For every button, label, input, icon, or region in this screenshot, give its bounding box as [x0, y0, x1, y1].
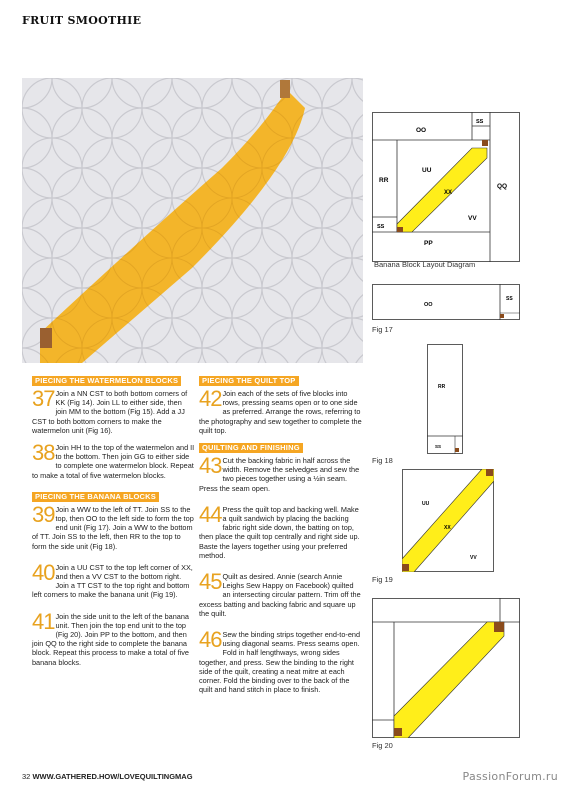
- fig18-label-ss: SS: [435, 444, 442, 449]
- fig17-diagram: [372, 284, 520, 320]
- step-number: 45: [199, 569, 222, 595]
- step-46: [199, 627, 362, 695]
- step-text: Join each of the sets of five blocks into rows, pressing seams open or to one side as preferred. Arrange the rows, referring to the photography and sew together to complete the quilt top.: [199, 389, 362, 435]
- watermark: PassionForum.ru: [462, 770, 558, 783]
- section-heading-watermelon: PIECING THE WATERMELON BLOCKS: [32, 376, 181, 386]
- layout-label-ss-top: SS: [476, 119, 484, 125]
- layout-label-pp: PP: [424, 240, 433, 247]
- step-number: 42: [199, 386, 222, 411]
- step-number: 39: [32, 501, 55, 527]
- page-header-title: FRUIT SMOOTHIE: [22, 14, 142, 27]
- left-text-column: [32, 376, 195, 675]
- section-heading-banana: PIECING THE BANANA BLOCKS: [32, 492, 159, 502]
- layout-label-uu: UU: [422, 167, 432, 174]
- banana-layout-diagram: [372, 112, 520, 262]
- layout-label-xx: XX: [444, 190, 453, 196]
- fig18-diagram: [427, 344, 463, 454]
- fig19-label-vv: VV: [470, 555, 477, 561]
- step-number: 44: [199, 501, 222, 527]
- footer-url: WWW.GATHERED.HOW/LOVEQUILTINGMAG: [32, 772, 193, 781]
- step-text: Join a NN CST to both bottom corners of KK (Fig 14). Join LL to either side, then join MM to the bottom (Fig 15). Add a JJ CST to both bottom corners to make the watermelon unit (Fig 16).: [32, 389, 188, 435]
- fig18-caption: Fig 18: [372, 456, 393, 465]
- step-38: [32, 440, 195, 480]
- layout-label-qq: QQ: [497, 183, 508, 190]
- step-text: Sew the binding strips together end-to-end using diagonal seams. Press seams open. Fold in half lengthways, wrong sides together, and press. Sew the binding to the right side of the quilt, creating a neat mitre at each corner. Fold the binding over to the back of the quilt and hand stitch in place to finish.: [199, 630, 360, 695]
- step-40: [32, 559, 195, 600]
- step-number: 40: [32, 559, 55, 585]
- step-number: 38: [32, 440, 55, 466]
- fig19-label-uu: UU: [422, 501, 430, 507]
- step-text: Join a WW to the left of TT. Join SS to the top, then OO to the left side to form the top end unit (Fig 17). Join a WW to the bottom of TT. Join SS to the left, then RR to the top to form the side unit (Fig 18).: [32, 504, 194, 551]
- step-number: 37: [32, 386, 55, 411]
- section-heading-quilting: QUILTING AND FINISHING: [199, 443, 303, 453]
- fig19-caption: Fig 19: [372, 575, 393, 584]
- step-number: 46: [199, 627, 222, 653]
- layout-label-ss-side: SS: [377, 224, 385, 230]
- step-number: 43: [199, 453, 222, 479]
- fig20-caption: Fig 20: [372, 741, 393, 750]
- fig19-label-xx: XX: [444, 525, 451, 531]
- fig18-label-rr: RR: [438, 384, 446, 390]
- fig17-label-ss: SS: [506, 296, 513, 302]
- page-number: 32: [22, 772, 31, 781]
- layout-caption: Banana Block Layout Diagram: [374, 260, 476, 269]
- fig17-caption: Fig 17: [372, 325, 393, 334]
- step-text: Join a UU CST to the top left corner of XX, and then a VV CST to the bottom right. Join a TT CST to the top right and bottom left corners to make the banana unit (Fig 19).: [32, 562, 193, 600]
- step-42: [199, 386, 362, 435]
- step-37: [32, 386, 195, 435]
- step-text: Cut the backing fabric in half across the width. Remove the selvedges and sew the two pieces together using a ½in seam. Press the seam open.: [199, 456, 360, 493]
- fig19-diagram: [402, 469, 494, 572]
- step-text: Join HH to the top of the watermelon and II to the bottom. Then join GG to either side to complete one watermelon block. Repeat to make a total of five watermelon blocks.: [32, 443, 195, 480]
- step-43: [199, 453, 362, 493]
- right-text-column: [199, 376, 362, 702]
- quilt-photo-image: [22, 78, 363, 363]
- fig17-label-oo: OO: [424, 302, 433, 308]
- step-text: Press the quilt top and backing well. Make a quilt sandwich by placing the backing fabric right side down, the batting on top, then place the quilt top centrally and right side up. Baste the layers together using your preferred method.: [199, 504, 360, 560]
- section-heading-quilt-top: PIECING THE QUILT TOP: [199, 376, 299, 386]
- layout-label-rr: RR: [379, 177, 389, 184]
- quilt-photo: [22, 78, 363, 363]
- fig20-diagram: [372, 598, 520, 738]
- step-44: [199, 501, 362, 560]
- layout-label-oo: OO: [416, 127, 427, 134]
- step-39: [32, 501, 195, 551]
- layout-label-vv: VV: [468, 215, 477, 222]
- step-45: [199, 569, 362, 618]
- step-text: Quilt as desired. Annie (search Annie Leighs Sew Happy on Facebook) quilted an intersecting circular pattern. Trim off the excess batting and backing fabric and square up the quilt.: [199, 572, 361, 618]
- step-number: 41: [32, 608, 55, 634]
- step-text: Join the side unit to the left of the banana unit. Then join the top end unit to the top (Fig 20). Join PP to the bottom, and then join QQ to the right side to complete the banana block. Repeat this process to make a total of five banana blocks.: [32, 611, 189, 667]
- page-footer: [22, 772, 193, 781]
- step-41: [32, 608, 195, 667]
